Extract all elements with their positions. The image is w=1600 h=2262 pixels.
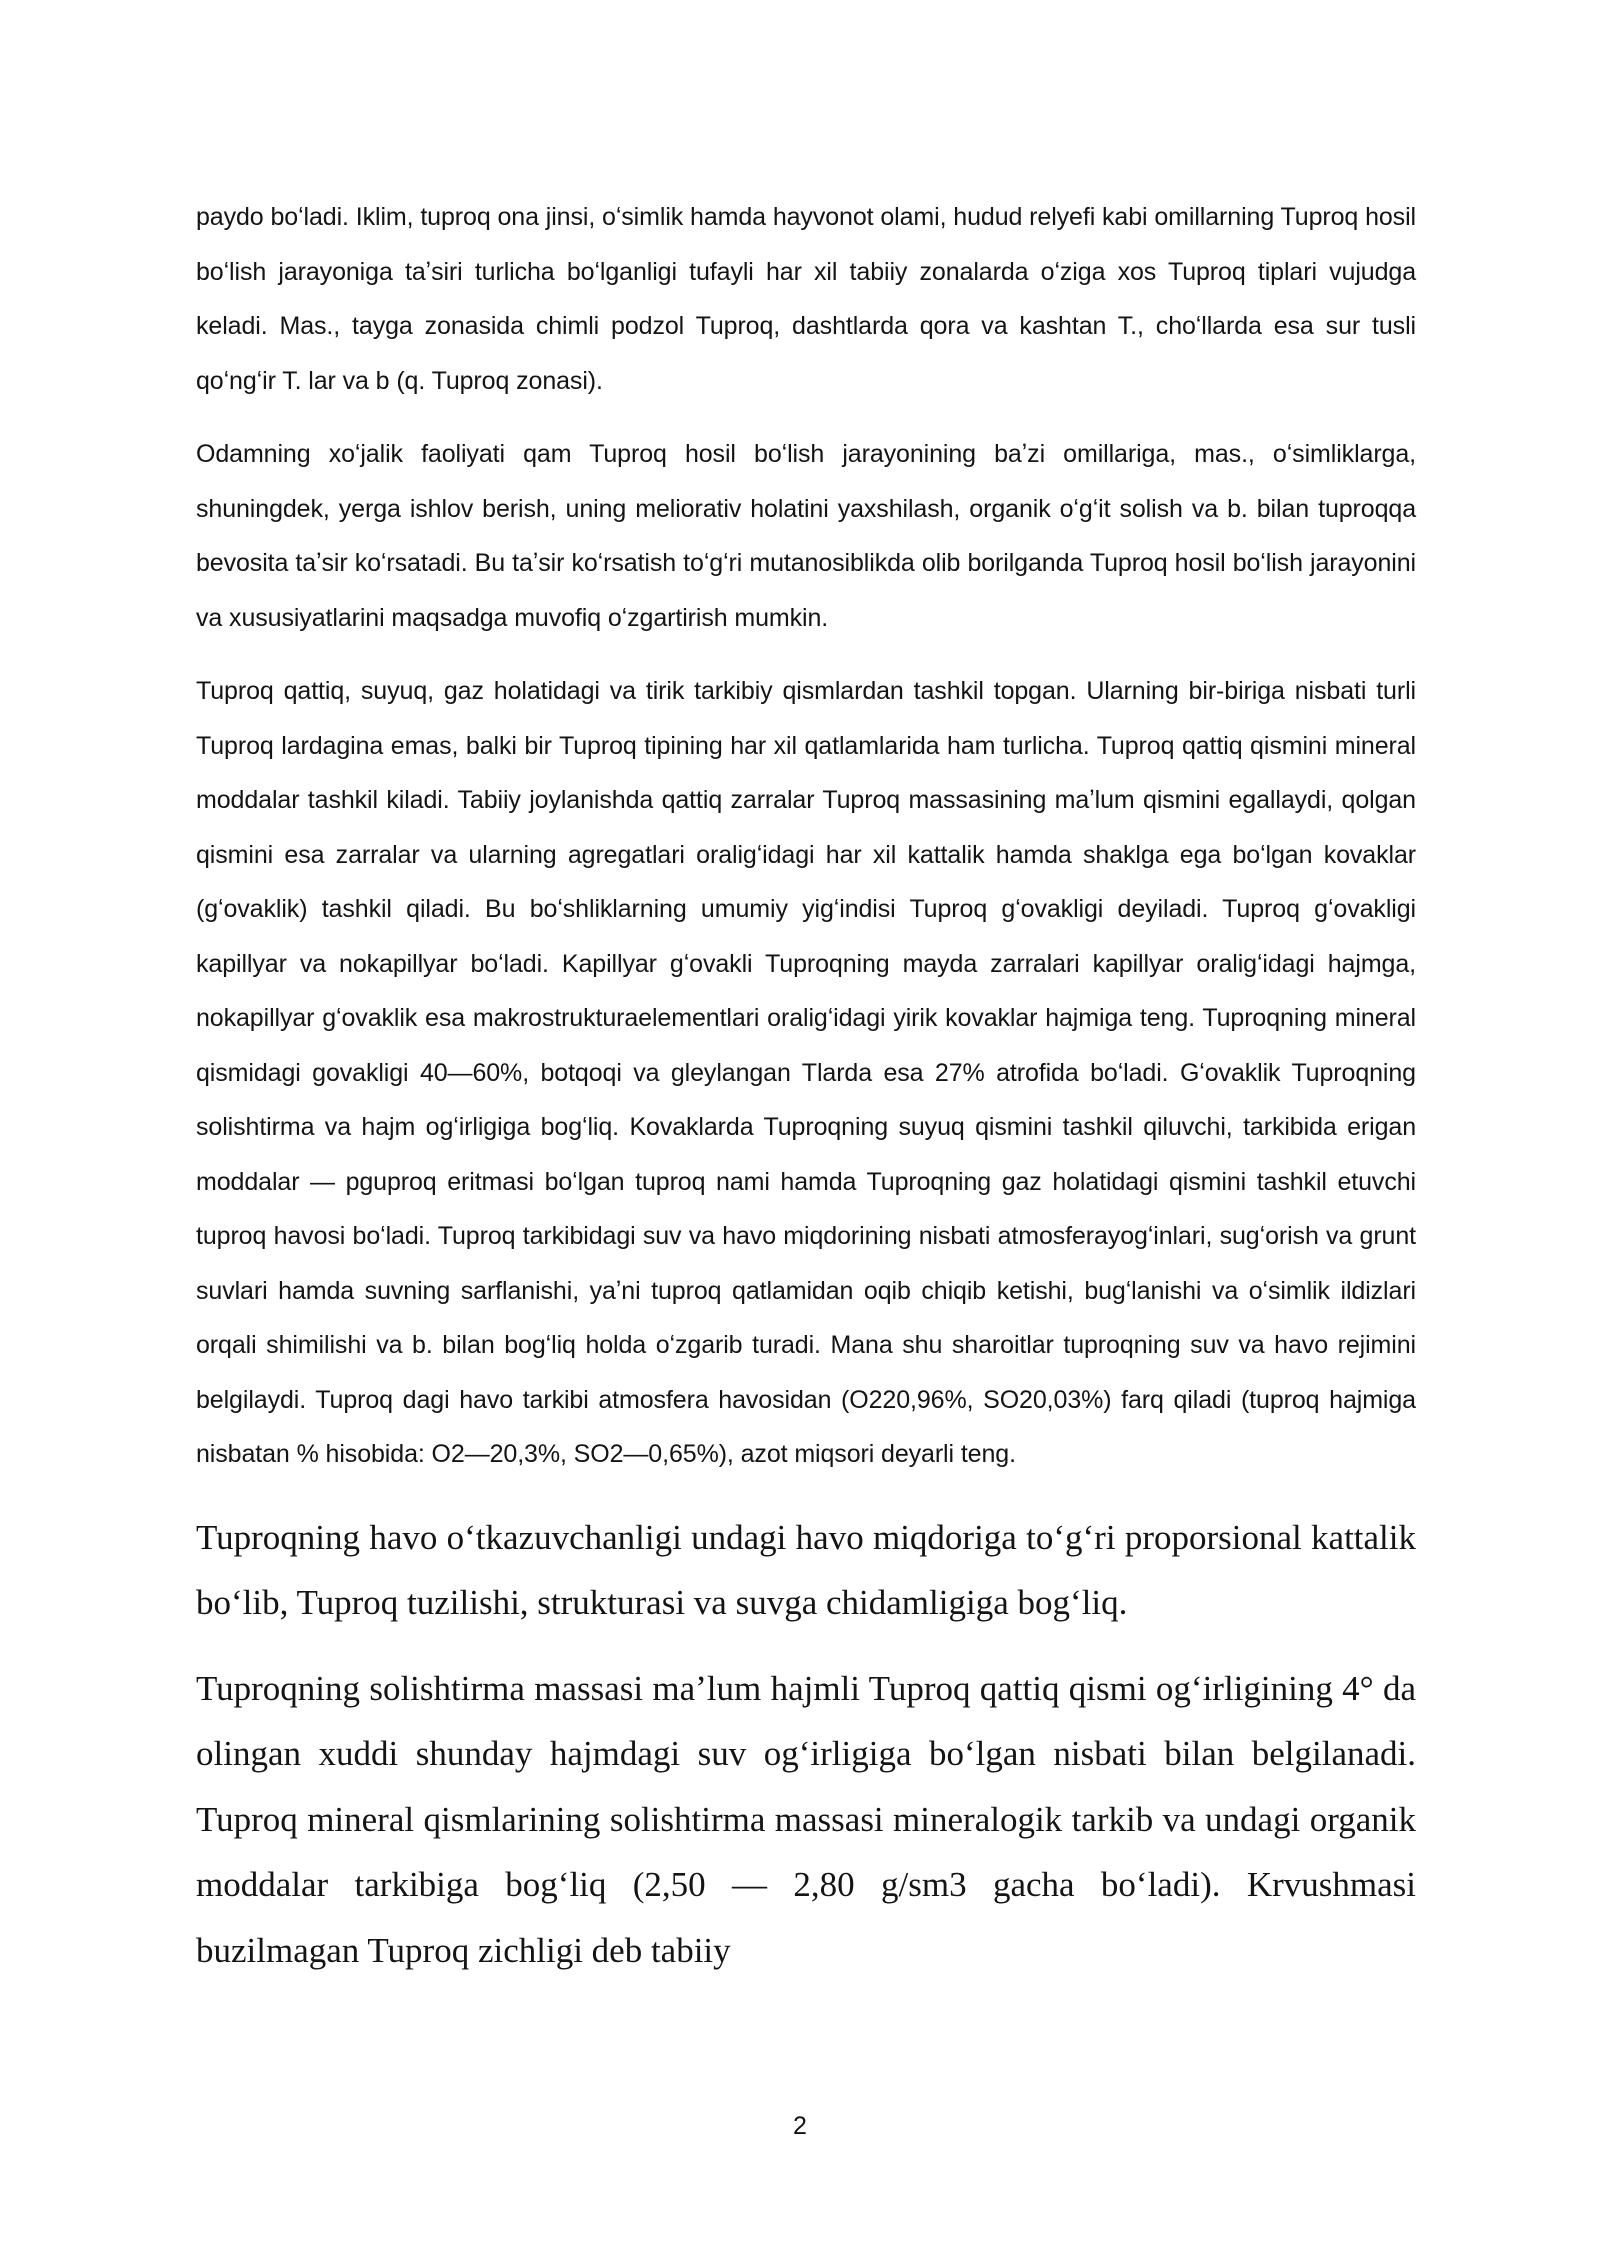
paragraph-specific-mass: Tuproqning solishtirma massasi maʼlum hajmli Tuproq qattiq qismi ogʻirligining 4° da olingan xuddi shunday hajmdagi suv ogʻirligiga boʻlgan nisbati bilan belgilanadi. Tuproq mineral qismlarining solishtirma massasi mineralogik tarkib va undagi organik moddalar tarkibiga bogʻliq (2,50 — 2,80 g/sm3 gacha boʻladi). Krvushmasi buzilmagan Tuproq zichligi deb tabiiy xyxy=(196,1668,1416,1970)
paragraph-soil-composition: Tuproq qattiq, suyuq, gaz holatidagi va tirik tarkibiy qismlardan tashkil topgan. Ularning bir-biriga nisbati turli Tuproq lardagina emas, balki bir Tuproq tipining har xil qatlamlarida ham turlicha. Tuproq qattiq qismini mineral moddalar tashkil kiladi. Tabiiy joylanishda qattiq zarralar Tuproq massasining maʼlum qismini egallaydi, qolgan qismini esa zarralar va ularning agregatlari oraligʻidagi har xil kattalik hamda shaklga ega boʻlgan kovaklar (gʻovaklik) tashkil qiladi. Bu boʻshliklarning umumiy yigʻindisi Tuproq gʻovakligi deyiladi. Tuproq gʻovakligi kapillyar va nokapillyar boʻladi. Kapillyar gʻovakli Tuproqning mayda zarralari kapillyar oraligʻidagi hajmga, nokapillyar gʻovaklik esa makrostrukturaelementlari oraligʻidagi yirik kovaklar hajmiga teng. Tuproqning mineral qismidagi govakligi 40—60%, botqoqi va gleylangan Tlarda esa 27% atrofida boʻladi. Gʻovaklik Tuproqning solishtirma va hajm ogʻirligiga bogʻliq. Kovaklarda Tuproqning suyuq qismini tashkil qiluvchi, tarkibida erigan moddalar — pguproq eritmasi boʻlgan tuproq nami hamda Tuproqning gaz holatidagi qismini tashkil etuvchi tuproq havosi boʻladi. Tuproq tarkibidagi suv va havo miqdorining nisbati atmosferayogʻinlari, sugʻorish va grunt suvlari hamda suvning sarflanishi, yaʼni tuproq qatlamidan oqib chiqib ketishi, bugʻlanishi va oʻsimlik ildizlari orqali shimilishi va b. bilan bogʻliq holda oʻzgarib turadi. Mana shu sharoitlar tuproqning suv va havo rejimini belgilaydi. Tuproq dagi havo tarkibi atmosfera havosidan (O220,96%, SO20,03%) farq qiladi (tuproq hajmiga nisbatan % hisobida: O2—20,3%, SO2—0,65%), azot miqsori deyarli teng. xyxy=(196,677,1416,1468)
paragraph-soil-formation-factors: paydo boʻladi. Iklim, tuproq ona jinsi, oʻsimlik hamda hayvonot olami, hudud relyefi kabi omillarning Tuproq hosil boʻlish jarayoniga taʼsiri turlicha boʻlganligi tufayli har xil tabiiy zonalarda oʻziga xos Tuproq tiplari vujudga keladi. Mas., tayga zonasida chimli podzol Tuproq, dashtlarda qora va kashtan T., choʻllarda esa sur tusli qoʻngʻir T. lar va b (q. Tuproq zonasi). xyxy=(196,203,1416,395)
document-body xyxy=(196,190,1416,2003)
paragraph-human-activity: Odamning xoʻjalik faoliyati qam Tuproq hosil boʻlish jarayonining baʼzi omillariga, mas., oʻsimliklarga, shuningdek, yerga ishlov berish, uning meliorativ holatini yaxshilash, organik oʻgʻit solish va b. bilan tuproqqa bevosita taʼsir koʻrsatadi. Bu taʼsir koʻrsatish toʻgʻri mutanosiblikda olib borilganda Tuproq hosil boʻlish jarayonini va xususiyatlarini maqsadga muvofiq oʻzgartirish mumkin. xyxy=(196,440,1416,632)
paragraph-air-permeability: Tuproqning havo oʻtkazuvchanligi undagi havo miqdoriga toʻgʻri proporsional kattalik boʻlib, Tuproq tuzilishi, strukturasi va suvga chidamligiga bogʻliq. xyxy=(196,1517,1416,1622)
page-number: 2 xyxy=(793,2112,807,2140)
